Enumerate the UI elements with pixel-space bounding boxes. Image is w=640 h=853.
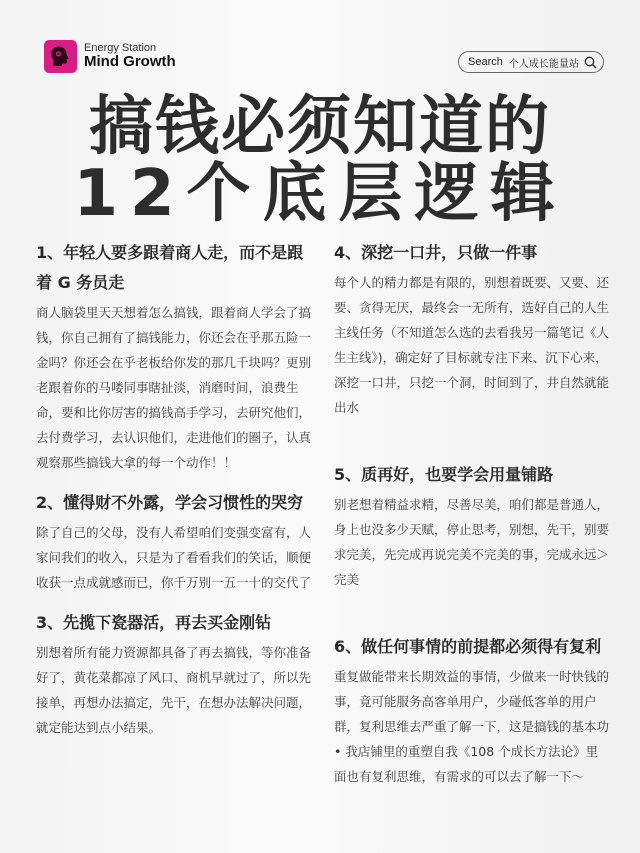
section-body: 别想着所有能力资源都具备了再去搞钱，等你准备好了，黄花菜都凉了风口、商机早就过了，所以先接单，再想办法搞定，先干，在想办法解决问题，就定能达到点小结果。 <box>36 645 312 735</box>
search-text: 个人成长能量站 <box>508 58 579 70</box>
search-icon[interactable] <box>584 56 597 69</box>
brand-name: Mind Growth <box>84 53 176 71</box>
section-body: 重复做能带来长期效益的事情，少做来一时快钱的事，竟可能服务高客单用户，少碰低客单的用户群，复利思维去严重了解一下，这是搞钱的基本功 • 我店铺里的重塑自我《108 个成长方法论》里面也有复利思维，有需求的可以去了解一下～ <box>334 669 610 784</box>
left-column <box>36 238 312 740</box>
section-body: 除了自己的父母，没有人希望咱们变强变富有，人家问我们的收入，只是为了看看我们的笑话，顺便收获一点成就感而已，你千万别一五一十的交代了 <box>36 525 312 590</box>
section-body: 商人脑袋里天天想着怎么搞钱，跟着商人学会了搞钱，你自己拥有了搞钱能力，你还会在乎那五险一金吗？你还会在乎老板给你发的那几千块吗？更别老跟着你的马喽同事瞎扯淡，消磨时间，浪费生命，要和比你厉害的搞钱高手学习，去研究他们，去付费学习，去认识他们，走进他们的圈子，认真观察那些搞钱大拿的每一个动作！！ <box>36 305 312 470</box>
section-heading: 5、质再好，也要学会用量铺路 <box>334 465 554 484</box>
section-heading: 1、年轻人要多跟着商人走，而不是跟着 G 务员走 <box>36 243 304 292</box>
section-4 <box>334 238 610 420</box>
page-title-line-2: 12个底层逻辑 <box>73 157 567 231</box>
brand-logo-block <box>44 40 176 73</box>
right-column <box>334 238 610 789</box>
brand-subtitle: Energy Station <box>84 41 157 54</box>
head-silhouette-logo-icon <box>44 40 77 73</box>
section-2 <box>36 488 312 595</box>
search-box[interactable] <box>458 51 604 73</box>
section-heading: 2、懂得财不外露，学会习惯性的哭穷 <box>36 493 304 512</box>
section-heading: 4、深挖一口井，只做一件事 <box>334 243 538 262</box>
section-6 <box>334 632 610 789</box>
page-title-line-1: 搞钱必须知道的 <box>89 90 551 164</box>
section-heading: 6、做任何事情的前提都必须得有复利 <box>334 637 602 656</box>
section-1 <box>36 238 312 475</box>
section-body: 每个人的精力都是有限的，别想着既要、又要、还要、贪得无厌，最终会一无所有，选好自己的人生主线任务（不知道怎么选的去看我另一篇笔记《人生主线》)，确定好了目标就专注下来、沉下心来，深挖一口井，只挖一个洞，时间到了，井自然就能出水 <box>334 275 610 415</box>
search-label: Search <box>468 56 503 68</box>
section-heading: 3、先揽下瓷器活，再去买金刚钻 <box>36 613 272 632</box>
section-3 <box>36 608 312 740</box>
section-body: 别老想着精益求精，尽善尽美，咱们都是普通人，身上也没多少天赋，停止思考，别想，先干，别要求完美，先完成再说完美不完美的事，完成永远＞完美 <box>334 497 610 587</box>
section-5 <box>334 460 610 592</box>
